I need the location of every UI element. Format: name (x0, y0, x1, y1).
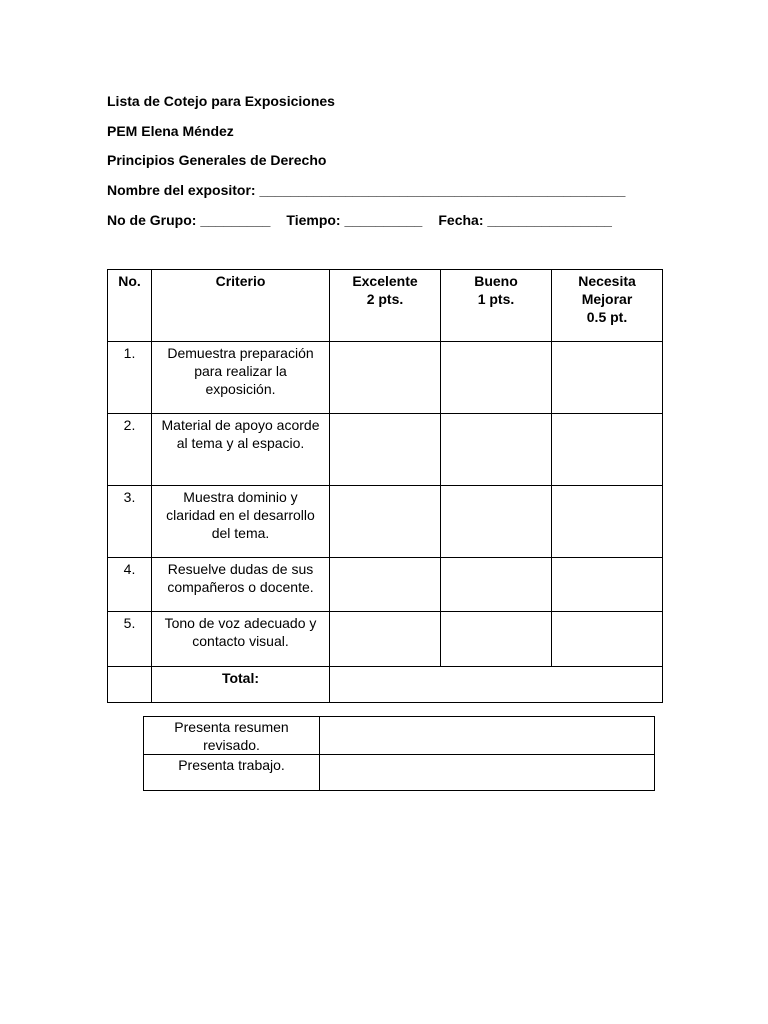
score-cell-necesita (552, 558, 663, 612)
document-title: Lista de Cotejo para Exposiciones (107, 93, 335, 109)
score-cell-bueno (441, 414, 552, 486)
header-bueno: Bueno 1 pts. (441, 270, 552, 342)
header-necesita-mejorar: Necesita Mejorar 0.5 pt. (552, 270, 663, 342)
header-no: No. (108, 270, 152, 342)
score-cell-necesita (552, 486, 663, 558)
score-cell-necesita (552, 414, 663, 486)
header-criterio: Criterio (152, 270, 330, 342)
extra-item-label: Presenta resumen revisado. (144, 717, 320, 755)
total-blank-cell (108, 667, 152, 703)
total-label: Total: (152, 667, 330, 703)
criterion-text: Resuelve dudas de sus compañeros o docente. (152, 558, 330, 612)
score-cell-bueno (441, 558, 552, 612)
row-number: 3. (108, 486, 152, 558)
table-row (108, 414, 663, 486)
extra-item-value-cell (320, 717, 655, 755)
teacher-name: PEM Elena Méndez (107, 123, 234, 139)
date-field: Fecha: ________________ (438, 212, 612, 228)
extra-item-label: Presenta trabajo. (144, 755, 320, 791)
row-number: 4. (108, 558, 152, 612)
table-row (144, 717, 655, 755)
table-row (108, 612, 663, 667)
table-row (108, 486, 663, 558)
score-cell-excelente (330, 486, 441, 558)
group-time-date-line (107, 211, 612, 229)
score-cell-necesita (552, 342, 663, 414)
row-number: 5. (108, 612, 152, 667)
presenter-name-field: Nombre del expositor: _______________________________________________ (107, 182, 626, 198)
criterion-text: Muestra dominio y claridad en el desarrollo del tema. (152, 486, 330, 558)
score-cell-bueno (441, 342, 552, 414)
row-number: 2. (108, 414, 152, 486)
criterion-text: Material de apoyo acorde al tema y al espacio. (152, 414, 330, 486)
course-name: Principios Generales de Derecho (107, 152, 327, 168)
criterion-text: Demuestra preparación para realizar la exposición. (152, 342, 330, 414)
time-field: Tiempo: __________ (286, 212, 423, 228)
criterion-text: Tono de voz adecuado y contacto visual. (152, 612, 330, 667)
extra-checklist-table (143, 716, 655, 791)
score-cell-excelente (330, 612, 441, 667)
table-row (108, 342, 663, 414)
score-cell-excelente (330, 342, 441, 414)
table-row (144, 755, 655, 791)
score-cell-excelente (330, 414, 441, 486)
score-cell-necesita (552, 612, 663, 667)
extra-item-value-cell (320, 755, 655, 791)
total-row (108, 667, 663, 703)
row-number: 1. (108, 342, 152, 414)
rubric-table (107, 269, 663, 703)
group-number-field: No de Grupo: _________ (107, 212, 271, 228)
total-value-cell (330, 667, 663, 703)
header-excelente: Excelente 2 pts. (330, 270, 441, 342)
table-row (108, 558, 663, 612)
score-cell-bueno (441, 612, 552, 667)
score-cell-bueno (441, 486, 552, 558)
rubric-header-row (108, 270, 663, 342)
score-cell-excelente (330, 558, 441, 612)
